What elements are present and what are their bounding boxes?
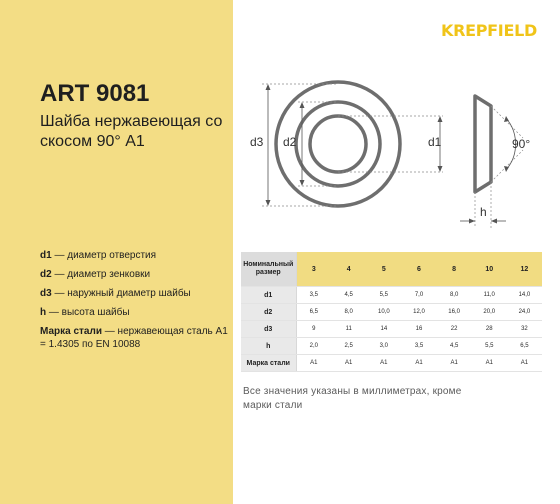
table-cell: 3,5: [401, 338, 436, 355]
label-d1: d1: [428, 135, 442, 149]
legend-item-steel-grade: Марка стали — нержавеющая сталь А1 = 1.4305 по EN 10088: [40, 326, 228, 350]
table-row-d1: [241, 287, 542, 304]
size-cell: 6: [401, 252, 436, 287]
legend-item-d1: d1 — диаметр отверстия: [40, 250, 157, 261]
table-cell: 14: [366, 321, 401, 338]
table-cell: 32: [507, 321, 542, 338]
legend-item-h: h — высота шайбы: [40, 307, 130, 318]
table-cell: A1: [296, 355, 331, 372]
size-cell: 3: [296, 252, 331, 287]
table-cell: 8,0: [331, 304, 366, 321]
washer-side-view: [460, 96, 530, 228]
table-cell: 6,5: [507, 338, 542, 355]
table-cell: 2,0: [296, 338, 331, 355]
table-cell: 14,0: [507, 287, 542, 304]
table-cell: 5,5: [472, 338, 507, 355]
table-cell: 20,0: [472, 304, 507, 321]
washer-front-view: [250, 82, 443, 206]
table-cell: A1: [331, 355, 366, 372]
product-subtitle: Шайба нержавеющая со скосом 90° А1: [40, 113, 223, 150]
table-row-h: [241, 338, 542, 355]
table-cell: 12,0: [401, 304, 436, 321]
units-note: Все значения указаны в миллиметрах, кроме марки стали: [243, 386, 462, 411]
washer-technical-drawing: [238, 78, 543, 238]
table-cell: 11: [331, 321, 366, 338]
table-cell: 24,0: [507, 304, 542, 321]
table-row-d2: [241, 304, 542, 321]
size-cell: 4: [331, 252, 366, 287]
table-cell: A1: [437, 355, 472, 372]
table-cell: 16,0: [437, 304, 472, 321]
table-cell: 5,5: [366, 287, 401, 304]
legend-item-d2: d2 — диаметр зенковки: [40, 269, 151, 280]
table-cell: 4,5: [331, 287, 366, 304]
table-cell: A1: [472, 355, 507, 372]
table-cell: 9: [296, 321, 331, 338]
table-row-steel-grade: [241, 355, 542, 372]
label-d3: d3: [250, 135, 264, 149]
row-label: d1: [241, 287, 296, 304]
table-row-d3: [241, 321, 542, 338]
row-label: Марка стали: [241, 355, 296, 372]
table-cell: 11,0: [472, 287, 507, 304]
label-h: h: [480, 205, 487, 219]
table-cell: 4,5: [437, 338, 472, 355]
label-d2: d2: [283, 135, 297, 149]
table-cell: 28: [472, 321, 507, 338]
table-cell: A1: [401, 355, 436, 372]
dimensions-table: [241, 252, 542, 372]
header-nominal-size: Номинальный размер: [241, 252, 296, 287]
size-cell: 5: [366, 252, 401, 287]
brand-logo: KREPFIELD: [441, 21, 537, 40]
table-cell: 2,5: [331, 338, 366, 355]
table-cell: 7,0: [401, 287, 436, 304]
table-cell: 6,5: [296, 304, 331, 321]
size-cell: 8: [437, 252, 472, 287]
table-cell: 3,0: [366, 338, 401, 355]
table-cell: 22: [437, 321, 472, 338]
row-label: d2: [241, 304, 296, 321]
row-label: d3: [241, 321, 296, 338]
table-cell: 8,0: [437, 287, 472, 304]
table-cell: 10,0: [366, 304, 401, 321]
size-cell: 12: [507, 252, 542, 287]
label-angle: 90°: [512, 137, 531, 151]
table-cell: A1: [366, 355, 401, 372]
row-label: h: [241, 338, 296, 355]
table-cell: 3,5: [296, 287, 331, 304]
article-title: ART 9081: [40, 80, 150, 107]
table-cell: 16: [401, 321, 436, 338]
legend-item-d3: d3 — наружный диаметр шайбы: [40, 288, 191, 299]
size-cell: 10: [472, 252, 507, 287]
table-cell: A1: [507, 355, 542, 372]
table-header-row: [241, 252, 542, 287]
